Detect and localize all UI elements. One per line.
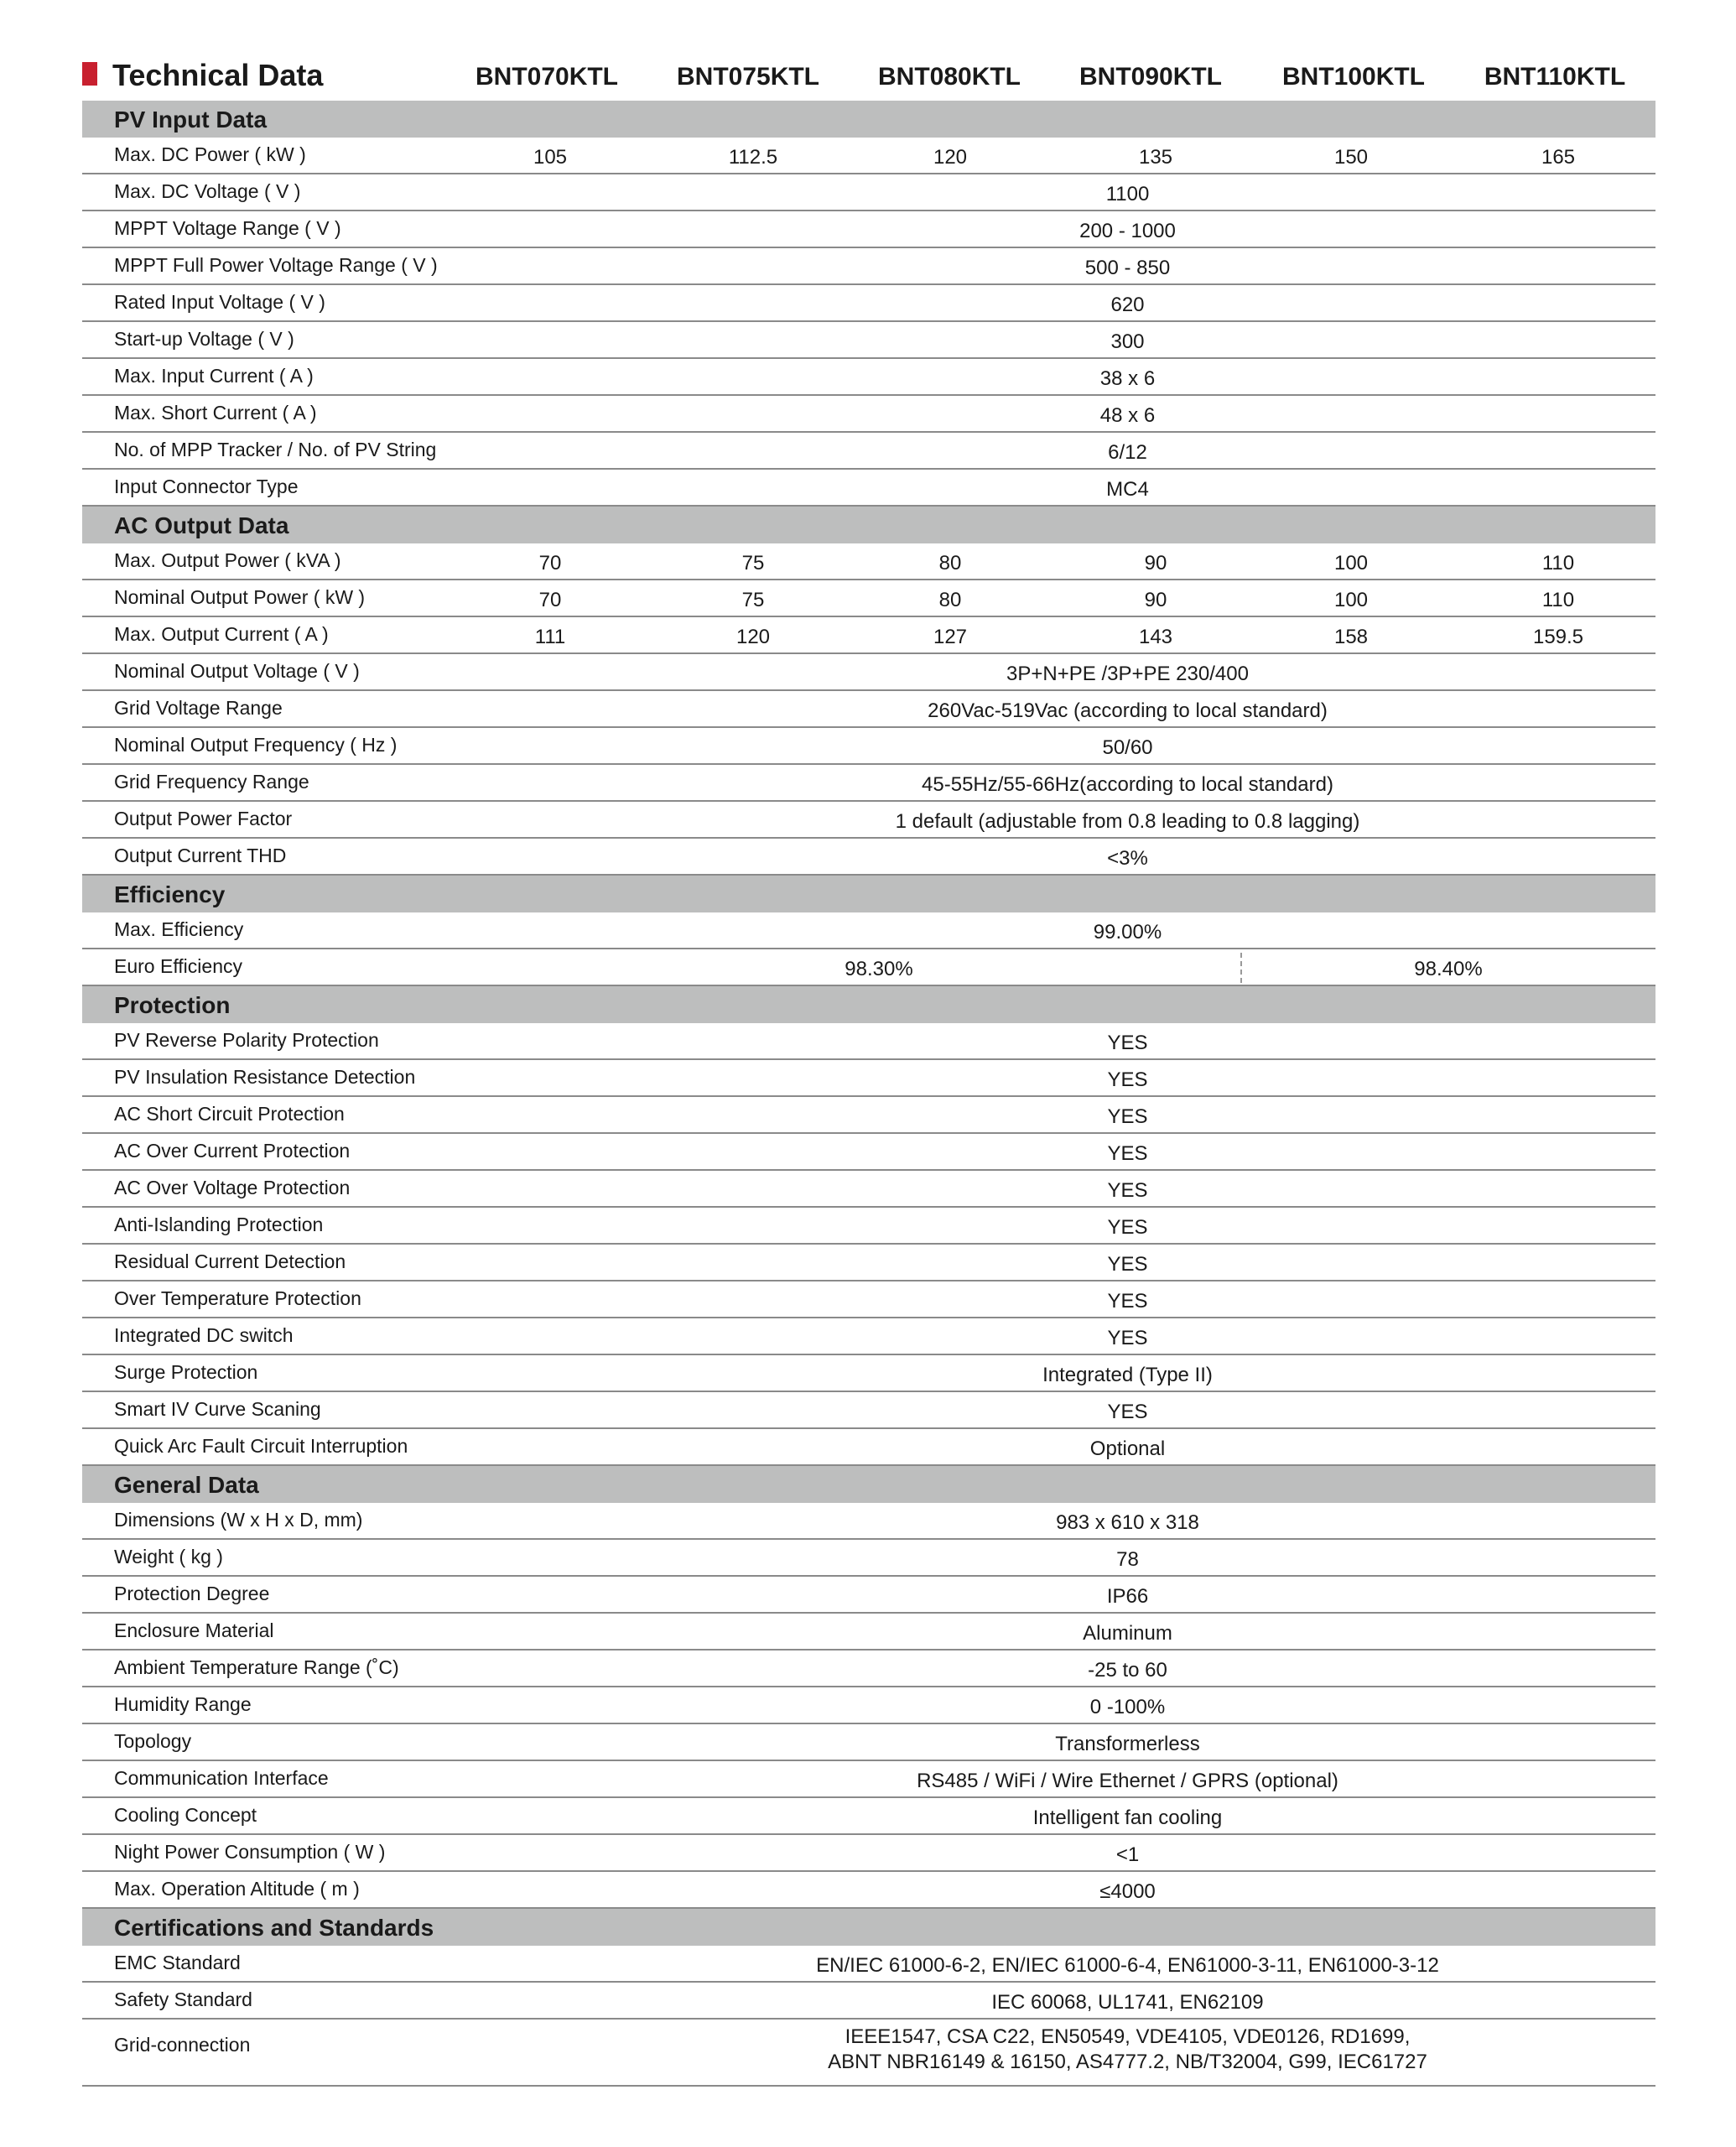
spec-value: 500 - 850 xyxy=(1084,257,1171,279)
spec-value: YES xyxy=(1107,1327,1148,1349)
model-header: BNT090KTL xyxy=(1079,63,1223,91)
spec-label: MPPT Full Power Voltage Range ( V ) xyxy=(114,254,438,276)
spec-label: Max. Input Current ( A ) xyxy=(114,365,314,387)
spec-label: Weight ( kg ) xyxy=(114,1546,223,1567)
spec-row xyxy=(82,322,1655,359)
spec-label: Grid Voltage Range xyxy=(114,697,283,719)
spec-label: AC Over Current Protection xyxy=(114,1140,351,1162)
spec-row xyxy=(82,1983,1655,2020)
spec-value: YES xyxy=(1107,1142,1148,1165)
spec-row xyxy=(82,1503,1655,1540)
section-header: Certifications and Standards xyxy=(82,1909,1655,1946)
spec-label: Night Power Consumption ( W ) xyxy=(114,1841,386,1863)
spec-label: Dimensions (W x H x D, mm) xyxy=(114,1509,363,1531)
spec-row xyxy=(82,2020,1655,2087)
spec-value: 105 xyxy=(533,146,568,169)
spec-label: PV Reverse Polarity Protection xyxy=(114,1029,379,1051)
model-header: BNT070KTL xyxy=(475,63,619,91)
spec-value: 80 xyxy=(938,552,962,574)
spec-label: AC Over Voltage Protection xyxy=(114,1177,351,1198)
spec-value: 50/60 xyxy=(1102,736,1153,759)
spec-value: 98.40% xyxy=(1414,958,1483,980)
spec-label: PV Insulation Resistance Detection xyxy=(114,1066,416,1088)
spec-label: Output Current THD xyxy=(114,845,287,866)
page-title: Technical Data xyxy=(112,58,324,92)
spec-value: 127 xyxy=(933,626,968,648)
spec-value: 98.30% xyxy=(845,958,913,980)
spec-row xyxy=(82,1208,1655,1245)
spec-label: Nominal Output Voltage ( V ) xyxy=(114,660,360,682)
spec-row xyxy=(82,174,1655,211)
spec-row xyxy=(82,617,1655,654)
spec-value: 111 xyxy=(534,626,566,648)
spec-row xyxy=(82,1540,1655,1577)
spec-row xyxy=(82,1614,1655,1651)
spec-value: 0 -100% xyxy=(1089,1696,1166,1718)
spec-value: 1100 xyxy=(1105,183,1150,205)
spec-value: YES xyxy=(1107,1216,1148,1239)
spec-label: AC Short Circuit Protection xyxy=(114,1103,345,1125)
spec-value: 112.5 xyxy=(728,146,778,169)
spec-value: 100 xyxy=(1333,552,1369,574)
spec-value: 80 xyxy=(938,589,962,611)
spec-value: ≤4000 xyxy=(1099,1880,1156,1903)
spec-value: MC4 xyxy=(1106,478,1149,501)
spec-row xyxy=(82,211,1655,248)
spec-row xyxy=(82,654,1655,691)
spec-row xyxy=(82,285,1655,322)
spec-label: Max. DC Voltage ( V ) xyxy=(114,180,301,202)
spec-value: 158 xyxy=(1333,626,1369,648)
spec-row xyxy=(82,1687,1655,1724)
spec-value: 165 xyxy=(1541,146,1576,169)
spec-value: <3% xyxy=(1107,847,1148,870)
dashed-divider xyxy=(1240,953,1242,983)
spec-row xyxy=(82,1577,1655,1614)
spec-label: Enclosure Material xyxy=(114,1619,274,1641)
spec-value: 90 xyxy=(1144,589,1167,611)
spec-row xyxy=(82,1171,1655,1208)
spec-label: Euro Efficiency xyxy=(114,955,242,977)
spec-row xyxy=(82,765,1655,802)
spec-label: Cooling Concept xyxy=(114,1804,257,1826)
spec-row xyxy=(82,359,1655,396)
spec-row xyxy=(82,1281,1655,1318)
spec-row xyxy=(82,248,1655,285)
spec-value xyxy=(518,2025,1736,2083)
spec-label: Max. Output Power ( kVA ) xyxy=(114,549,341,571)
spec-value: 620 xyxy=(1110,294,1145,316)
spec-value: 260Vac-519Vac (according to local standard) xyxy=(928,699,1328,722)
spec-row xyxy=(82,1318,1655,1355)
spec-row xyxy=(82,1097,1655,1134)
spec-value: EN/IEC 61000-6-2, EN/IEC 61000-6-4, EN61000-3-11, EN61000-3-12 xyxy=(816,1954,1439,1977)
spec-label: Max. Output Current ( A ) xyxy=(114,623,329,645)
spec-row xyxy=(82,433,1655,470)
spec-value: YES xyxy=(1107,1032,1148,1054)
spec-value: 150 xyxy=(1333,146,1369,169)
spec-label: Residual Current Detection xyxy=(114,1250,346,1272)
spec-row xyxy=(82,396,1655,433)
spec-row xyxy=(82,1023,1655,1060)
spec-value: YES xyxy=(1107,1401,1148,1423)
spec-value: 99.00% xyxy=(1093,921,1162,944)
spec-row xyxy=(82,802,1655,839)
section-header: PV Input Data xyxy=(82,101,1655,138)
model-header: BNT100KTL xyxy=(1281,63,1426,91)
spec-row xyxy=(82,839,1655,876)
spec-label: Nominal Output Power ( kW ) xyxy=(114,586,366,608)
spec-label: Anti-Islanding Protection xyxy=(114,1214,324,1235)
spec-value: 983 x 610 x 318 xyxy=(1056,1511,1199,1534)
spec-label: Rated Input Voltage ( V ) xyxy=(114,291,325,313)
section-header: AC Output Data xyxy=(82,507,1655,543)
spec-label: Integrated DC switch xyxy=(114,1324,294,1346)
page-header xyxy=(82,52,1655,102)
spec-row xyxy=(82,1245,1655,1281)
model-header: BNT075KTL xyxy=(676,63,820,91)
spec-value: 75 xyxy=(741,552,765,574)
spec-value: Transformerless xyxy=(1055,1733,1200,1755)
spec-value: Aluminum xyxy=(1083,1622,1172,1645)
spec-label: Grid Frequency Range xyxy=(114,771,309,793)
model-header: BNT080KTL xyxy=(877,63,1021,91)
spec-row xyxy=(82,1429,1655,1466)
spec-row xyxy=(82,1355,1655,1392)
spec-value: 110 xyxy=(1541,552,1575,574)
spec-row xyxy=(82,580,1655,617)
spec-label: Over Temperature Protection xyxy=(114,1287,361,1309)
spec-value: 38 x 6 xyxy=(1099,367,1156,390)
spec-value: RS485 / WiFi / Wire Ethernet / GPRS (optional) xyxy=(917,1770,1338,1792)
spec-label: Grid-connection xyxy=(114,2034,251,2056)
spec-row xyxy=(82,1946,1655,1983)
spec-value: 3P+N+PE /3P+PE 230/400 xyxy=(1006,663,1249,685)
red-marker xyxy=(82,62,97,86)
spec-label: Safety Standard xyxy=(114,1988,252,2010)
spec-value: -25 to 60 xyxy=(1088,1659,1167,1682)
spec-value: 300 xyxy=(1110,330,1145,353)
spec-value: 110 xyxy=(1541,589,1575,611)
spec-label: Surge Protection xyxy=(114,1361,258,1383)
spec-label: Communication Interface xyxy=(114,1767,329,1789)
spec-label: MPPT Voltage Range ( V ) xyxy=(114,217,341,239)
spec-row xyxy=(82,1835,1655,1872)
spec-row xyxy=(82,138,1655,174)
spec-value: 78 xyxy=(1116,1548,1139,1571)
spec-row xyxy=(82,1761,1655,1798)
spec-row xyxy=(82,1392,1655,1429)
spec-label: Max. Short Current ( A ) xyxy=(114,402,317,424)
spec-label: No. of MPP Tracker / No. of PV String xyxy=(114,439,437,460)
spec-value: YES xyxy=(1107,1068,1148,1091)
spec-value: 100 xyxy=(1333,589,1369,611)
spec-label: Ambient Temperature Range (˚C) xyxy=(114,1656,399,1678)
spec-value: 70 xyxy=(538,552,562,574)
spec-value: 159.5 xyxy=(1532,626,1584,648)
spec-value: Integrated (Type II) xyxy=(1042,1364,1213,1386)
spec-value: 200 - 1000 xyxy=(1079,220,1176,242)
spec-row xyxy=(82,912,1655,949)
spec-value: 75 xyxy=(741,589,765,611)
spec-label: Start-up Voltage ( V ) xyxy=(114,328,294,350)
spec-value: YES xyxy=(1107,1105,1148,1128)
spec-row xyxy=(82,1651,1655,1687)
spec-row xyxy=(82,1724,1655,1761)
spec-value: IEC 60068, UL1741, EN62109 xyxy=(991,1991,1264,2014)
spec-value: 70 xyxy=(538,589,562,611)
spec-value: 120 xyxy=(933,146,968,169)
spec-value: 1 default (adjustable from 0.8 leading to 0.8 lagging) xyxy=(895,810,1360,833)
spec-label: Input Connector Type xyxy=(114,476,299,497)
model-header: BNT110KTL xyxy=(1484,63,1626,91)
section-header: Protection xyxy=(82,986,1655,1023)
spec-value-line: IEEE1547, CSA C22, EN50549, VDE4105, VDE0126, RD1699, xyxy=(845,2025,1411,2048)
spec-label: Smart IV Curve Scaning xyxy=(114,1398,321,1420)
section-header: Efficiency xyxy=(82,876,1655,912)
spec-row xyxy=(82,470,1655,507)
spec-value: 48 x 6 xyxy=(1099,404,1156,427)
spec-label: EMC Standard xyxy=(114,1952,241,1973)
spec-value: YES xyxy=(1107,1179,1148,1202)
spec-row xyxy=(82,949,1655,986)
spec-value-line: ABNT NBR16149 & 16150, AS4777.2, NB/T32004, G99, IEC61727 xyxy=(828,2051,1427,2073)
spec-row xyxy=(82,1134,1655,1171)
spec-row xyxy=(82,1872,1655,1909)
spec-value: Optional xyxy=(1089,1437,1166,1460)
spec-value: IP66 xyxy=(1106,1585,1149,1608)
spec-value: 6/12 xyxy=(1108,441,1147,464)
spec-value: 143 xyxy=(1138,626,1173,648)
spec-table xyxy=(82,101,1655,2087)
spec-label: Topology xyxy=(114,1730,192,1752)
spec-label: Max. Operation Altitude ( m ) xyxy=(114,1878,360,1900)
spec-value: <1 xyxy=(1115,1843,1140,1866)
spec-label: Humidity Range xyxy=(114,1693,252,1715)
spec-value: YES xyxy=(1107,1290,1148,1313)
spec-label: Protection Degree xyxy=(114,1583,270,1604)
spec-label: Max. DC Power ( kW ) xyxy=(114,143,306,165)
spec-label: Max. Efficiency xyxy=(114,918,244,940)
spec-value: 120 xyxy=(735,626,771,648)
section-header: General Data xyxy=(82,1466,1655,1503)
spec-value: Intelligent fan cooling xyxy=(1032,1806,1223,1829)
spec-label: Nominal Output Frequency ( Hz ) xyxy=(114,734,398,756)
spec-value: 90 xyxy=(1144,552,1167,574)
spec-value: 45-55Hz/55-66Hz(according to local standard) xyxy=(922,773,1333,796)
spec-label: Quick Arc Fault Circuit Interruption xyxy=(114,1435,408,1457)
spec-row xyxy=(82,691,1655,728)
spec-value: 135 xyxy=(1138,146,1173,169)
spec-row xyxy=(82,728,1655,765)
spec-label: Output Power Factor xyxy=(114,808,293,829)
spec-row xyxy=(82,1060,1655,1097)
spec-row xyxy=(82,1798,1655,1835)
spec-row xyxy=(82,543,1655,580)
spec-value: YES xyxy=(1107,1253,1148,1276)
